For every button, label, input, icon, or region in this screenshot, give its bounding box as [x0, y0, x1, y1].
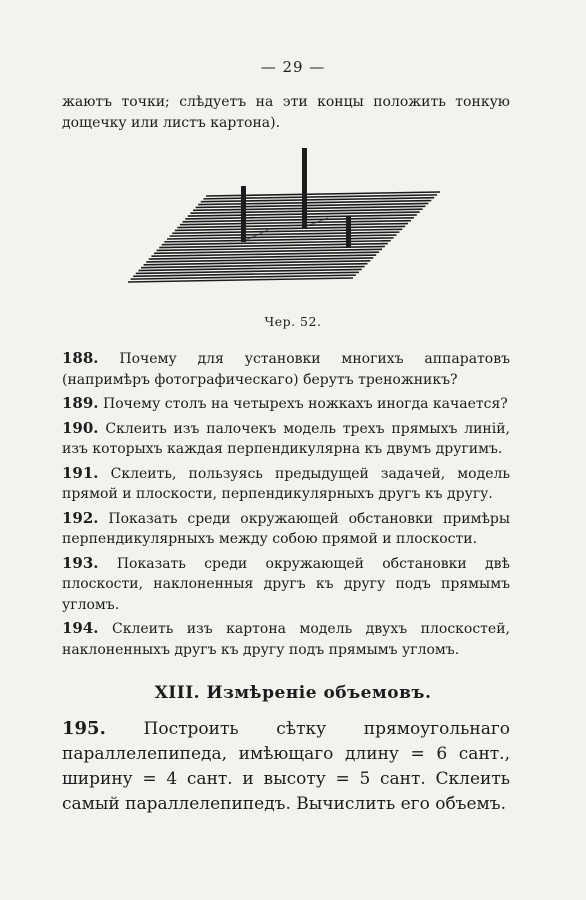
intro-paragraph: жаютъ точки; слѣдуетъ на эти концы положить тонкую дощечку или листъ картона).	[62, 94, 510, 131]
problem-text: Почему для установки многихъ аппаратовъ (напримѣръ фотографическаго) берутъ треножникъ?	[62, 351, 511, 388]
figure-52	[118, 140, 458, 310]
rod-right	[346, 216, 351, 248]
rod-left	[241, 186, 246, 242]
problem-item	[62, 393, 510, 415]
rod-middle	[302, 148, 307, 228]
problem-item	[62, 716, 510, 817]
figure-52-drawing	[118, 140, 458, 310]
hatched-plane	[128, 192, 440, 282]
problem-number: 195.	[62, 718, 106, 739]
problem-text: Показать среди окружающей обстановки примѣры перпендикулярныхъ между собою прямой и плоскости.	[62, 510, 511, 547]
problem-text: Показать среди окружающей обстановки двѣ плоскости, наклоненныя другъ къ другу подъ прямымъ угломъ.	[62, 555, 510, 613]
problem-item	[62, 553, 510, 616]
section-problem-list	[62, 716, 510, 820]
problem-item	[62, 418, 510, 460]
problem-text: Склеить изъ палочекъ модель трехъ прямыхъ линій, изъ которыхъ каждая перпендикулярна къ двумъ другимъ.	[62, 420, 511, 457]
problem-item	[62, 508, 510, 550]
problem-number: 192.	[62, 508, 99, 527]
problem-number: 193.	[62, 553, 99, 572]
problem-item	[62, 463, 510, 505]
section-heading: XIII. Измѣреніе объемовъ.	[154, 683, 432, 703]
problem-number: 194.	[62, 619, 99, 637]
problem-text: Построить сѣтку прямоугольнаго параллелепипеда, имѣющаго длину = 6 сант., ширину = 4 сант. и высоту = 5 сант. Склеить самый параллелепипедъ. Вычислить его объемъ.	[62, 719, 510, 814]
problem-list	[62, 348, 510, 663]
problem-number: 190.	[62, 418, 99, 437]
problem-text: Почему столъ на четырехъ ножкахъ иногда качается?	[103, 396, 508, 412]
figure-caption: Чер. 52.	[264, 314, 322, 329]
problem-text: Склеить, пользуясь предыдущей задачей, модель прямой и плоскости, перпендикулярныхъ другъ къ другу.	[62, 465, 510, 502]
problem-number: 189.	[62, 394, 99, 412]
problem-item	[62, 618, 510, 660]
problem-number: 188.	[62, 349, 99, 367]
page-number: — 29 —	[260, 58, 326, 76]
problem-number: 191.	[62, 463, 99, 482]
problem-text: Склеить изъ картона модель двухъ плоскостей, наклоненныхъ другъ къ другу подъ прямымъ угломъ.	[62, 621, 510, 658]
problem-item	[62, 348, 510, 390]
